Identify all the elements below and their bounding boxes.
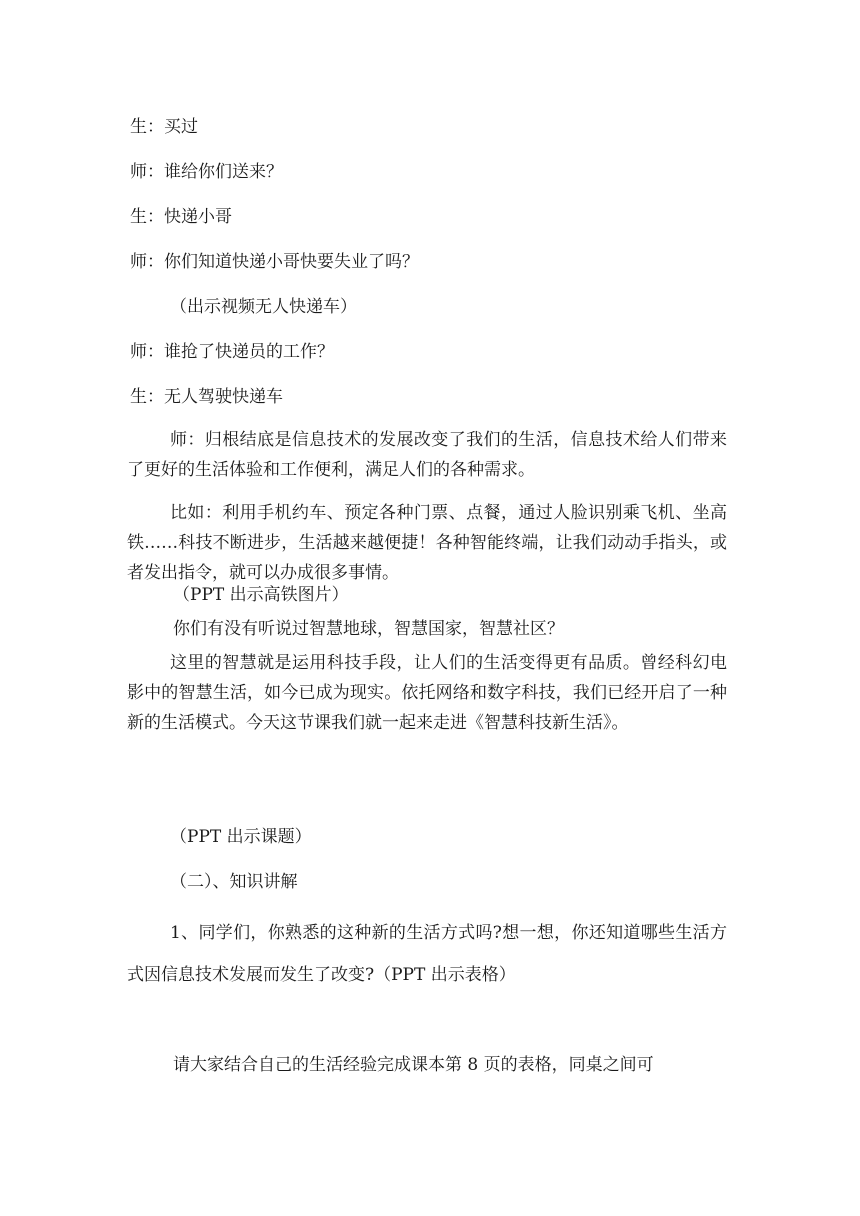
- paragraph-ppt-topic: （PPT 出示课题）: [170, 827, 312, 847]
- paragraph-ppt-train: （PPT 出示高铁图片）: [173, 585, 349, 605]
- paragraph-teacher-conclusion: 师：归根结底是信息技术的发展改变了我们的生活，信息技术给人们带来了更好的生活体验和工作便利，满足人们的各种需求。: [127, 430, 727, 480]
- paragraph-student-driverless: 生：无人驾驶快递车: [130, 387, 283, 407]
- paragraph-show-video: （出示视频无人快递车）: [170, 297, 357, 317]
- paragraph-student-bought: 生：买过: [130, 117, 198, 137]
- paragraph-instructions: 请大家结合自己的生活经验完成课本第 8 页的表格，同桌之间可: [173, 1055, 654, 1075]
- section-heading-knowledge: （二）、知识讲解: [170, 872, 298, 892]
- paragraph-question: 1、同学们，你熟悉的这种新的生活方式吗?想一想，你还知道哪些生活方式因信息技术发展而发生了改变?（PPT 出示表格）: [127, 923, 727, 985]
- paragraph-smart-life: 这里的智慧就是运用科技手段，让人们的生活变得更有品质。曾经科幻电影中的智慧生活，如今已成为现实。依托网络和数字科技，我们已经开启了一种新的生活模式。今天这节课我们就一起来走进《智慧科技新生活》。: [127, 653, 727, 733]
- paragraph-teacher-who-took-job: 师：谁抢了快递员的工作？: [130, 342, 334, 362]
- paragraph-examples: 比如：利用手机约车、预定各种门票、点餐，通过人脸识别乘飞机、坐高铁……科技不断进步，生活越来越便捷！各种智能终端，让我们动动手指头，或者发出指令，就可以办成很多事情。: [127, 503, 727, 583]
- paragraph-teacher-unemployment: 师：你们知道快递小哥快要失业了吗？: [130, 252, 419, 272]
- paragraph-teacher-who-delivered: 师：谁给你们送来？: [130, 162, 283, 182]
- paragraph-smart-earth: 你们有没有听说过智慧地球，智慧国家，智慧社区？: [173, 619, 564, 639]
- paragraph-student-courier: 生：快递小哥: [130, 207, 232, 227]
